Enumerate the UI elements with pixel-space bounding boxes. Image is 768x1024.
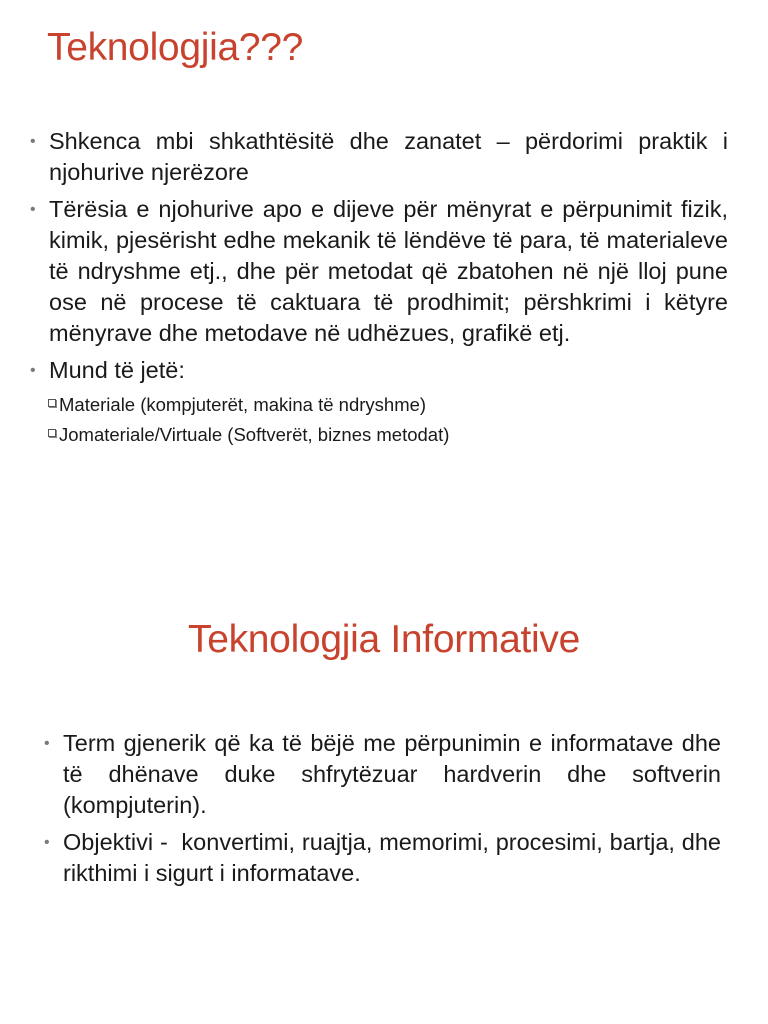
sub-list-item <box>48 390 728 420</box>
bullet-icon: • <box>30 201 36 218</box>
list-item <box>44 728 721 821</box>
bullet-list <box>30 126 728 456</box>
sub-item-text: Jomateriale/Virtuale (Softverët, biznes metodat) <box>59 424 450 445</box>
slide-title: Teknologjia??? <box>47 26 304 69</box>
bullet-icon: • <box>30 133 36 150</box>
list-item <box>44 827 728 889</box>
bullet-list <box>44 728 728 895</box>
bullet-text: Mund të jetë: <box>49 357 185 383</box>
bullet-text: Tërësia e njohurive apo e dijeve për mënyrat e përpunimit fizik, kimik, pjesërisht edhe mekanik të lëndëve të para, të materialeve të ndryshme etj., dhe për metodat që zbatohen në një lloj pune ose në procese të caktuara të prodhimit; përshkrimi i këtyre mënyrave dhe metodave në udhëzues, grafikë etj. <box>49 196 728 346</box>
bullet-text: Shkenca mbi shkathtësitë dhe zanatet – përdorimi praktik i njohurive njerëzore <box>49 128 728 185</box>
bullet-icon: • <box>44 834 50 851</box>
bullet-text: Objektivi - konvertimi, ruajtja, memorimi, procesimi, bartja, dhe rikthimi i sigurt i informatave. <box>63 829 728 886</box>
list-item <box>30 355 728 450</box>
list-item <box>30 126 728 188</box>
sub-item-text: Materiale (kompjuterët, makina të ndryshme) <box>59 394 427 415</box>
checkbox-square-icon <box>48 399 56 407</box>
checkbox-square-icon <box>48 429 56 437</box>
sub-list <box>48 390 728 450</box>
list-item <box>30 194 728 349</box>
sub-list-item <box>48 420 728 450</box>
bullet-text: Term gjenerik që ka të bëjë me përpunimin e informatave dhe të dhënave duke shfrytëzuar hardverin dhe softverin (kompjuterin). <box>63 730 721 818</box>
bullet-icon: • <box>44 735 50 752</box>
slide-teknologjia-informative <box>0 512 768 1024</box>
bullet-icon: • <box>30 362 36 379</box>
slide-title: Teknologjia Informative <box>188 618 580 661</box>
